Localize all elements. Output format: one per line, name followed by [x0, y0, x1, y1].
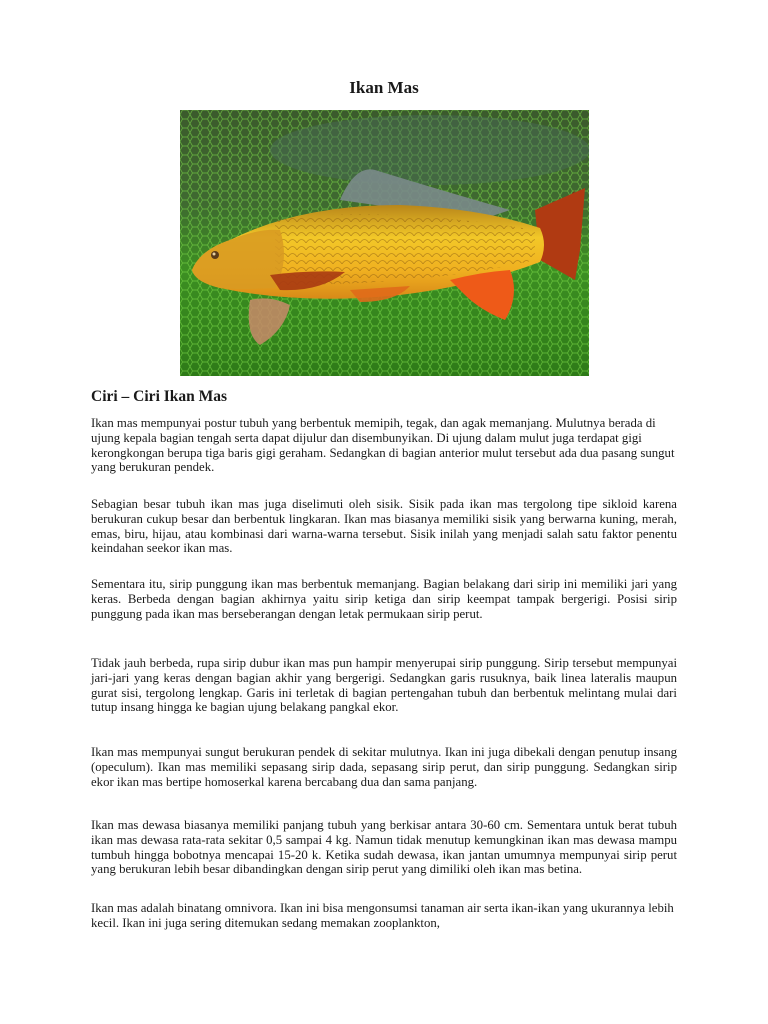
paragraph: Tidak jauh berbeda, rupa sirip dubur ikan mas pun hampir menyerupai sirip punggung. Sirip tersebut mempunyai jari-jari yang keras dengan bagian akhir yang bergerigi. Sedangkan garis rusuknya, baik linea lateralis maupun gurat sisi, tergolong lengkap. Garis ini terletak di bagian pertengahan tubuh dan berbentuk melintang mulai dari tutup insang hingga ke bagian ujung belakang pangkal ekor.	[91, 656, 677, 715]
page-title: Ikan Mas	[349, 78, 419, 97]
paragraph: Sementara itu, sirip punggung ikan mas berbentuk memanjang. Bagian belakang dari sirip ini memiliki jari yang keras. Berbeda dengan bagian akhirnya yaitu sirip ketiga dan sirip keempat tampak bergerigi. Posisi sirip punggung pada ikan mas berseberangan dengan letak permukaan sirip perut.	[91, 577, 677, 621]
paragraph: Sebagian besar tubuh ikan mas juga diselimuti oleh sisik. Sisik pada ikan mas tergolong tipe sikloid karena berukuran cukup besar dan berbentuk lingkaran. Ikan mas biasanya memiliki sisik yang berwarna kuning, merah, emas, biru, hijau, atau kombinasi dari warna-warna tersebut. Sisik inilah yang menjadi salah satu faktor penentu keindahan seekor ikan mas.	[91, 497, 677, 556]
carp-fish-icon	[180, 110, 589, 376]
paragraph: Ikan mas dewasa biasanya memiliki panjang tubuh yang berkisar antara 30-60 cm. Sementara untuk berat tubuh ikan mas dewasa rata-rata sekitar 0,5 sampai 4 kg. Namun tidak menutup kemungkinan ikan mas dewasa mampu tumbuh hingga bobotnya mencapai 15-20 k. Ketika sudah dewasa, ikan jantan umumnya mempunyai sirip perut yang berukuran lebih besar dibandingkan dengan sirip perut yang dimiliki oleh ikan mas betina.	[91, 818, 677, 877]
paragraph: Ikan mas adalah binatang omnivora. Ikan ini bisa mengonsumsi tanaman air serta ikan-ikan yang ukurannya lebih kecil. Ikan ini juga sering ditemukan sedang memakan zooplankton,	[91, 901, 674, 930]
paragraph: Ikan mas mempunyai sungut berukuran pendek di sekitar mulutnya. Ikan ini juga dibekali dengan penutup insang (opeculum). Ikan mas memiliki sepasang sirip dada, sepasang sirip perut, dan sirip punggung. Sedangkan sirip ekor ikan mas bertipe homoserkal karena bercabang dua dan sama panjang.	[91, 745, 677, 789]
paragraph: Ikan mas mempunyai postur tubuh yang berbentuk memipih, tegak, dan agak memanjang. Mulutnya berada di ujung kepala bagian tengah serta dapat dijulur dan disembunyikan. Di ujung dalam mulut juga terdapat gigi kerongkongan berupa tiga baris gigi geraham. Sedangkan di bagian anterior mulut tersebut ada dua pasang sungut yang berukuran pendek.	[91, 416, 675, 475]
fish-photo	[180, 110, 589, 376]
section-heading: Ciri – Ciri Ikan Mas	[91, 388, 228, 405]
